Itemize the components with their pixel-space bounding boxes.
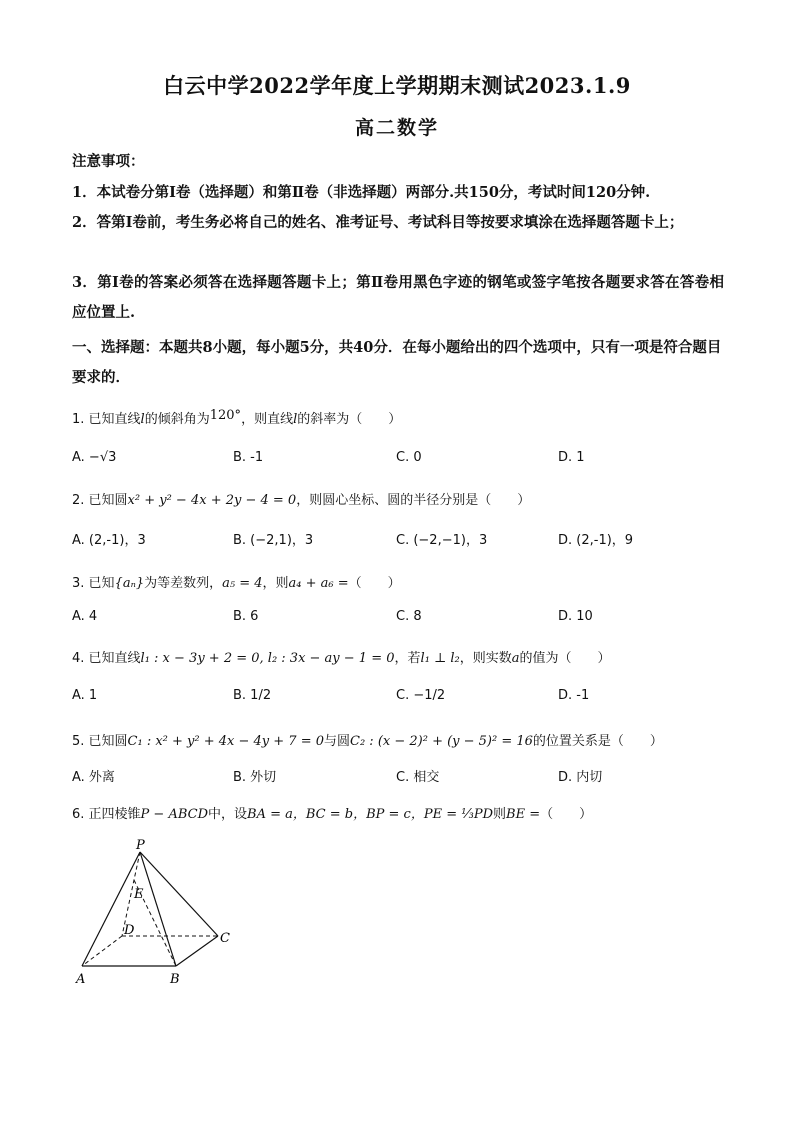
label-c: C — [220, 931, 230, 946]
q1-text-a: 1. 已知直线 — [72, 412, 141, 427]
question-2 — [72, 489, 530, 508]
q5-option-b: B. 外切 — [233, 770, 277, 785]
label-b: B — [170, 972, 180, 987]
q4-text-e: ，则实数 — [459, 651, 512, 666]
label-d: D — [124, 923, 135, 938]
q3-option-b: B. 6 — [233, 609, 259, 624]
q1-option-a: A. −√3 — [72, 450, 117, 465]
question-6 — [72, 803, 592, 822]
edge-pb — [140, 852, 176, 966]
q1-text-c: 的倾斜角为 — [144, 412, 210, 427]
q4-math-perp: l₁ ⊥ l₂ — [420, 651, 460, 666]
q6-text-a: 6. 正四棱锥 — [72, 807, 141, 822]
q6-text-g: （ ） — [540, 807, 593, 822]
section-heading: 一、选择题：本题共8小题，每小题5分，共40分．在每小题给出的四个选项中，只有一项是符合题目要求的． — [72, 339, 722, 386]
question-5 — [72, 730, 663, 749]
q5-option-d: D. 内切 — [558, 770, 603, 785]
q4-text-a: 4. 已知直线 — [72, 651, 141, 666]
label-a: A — [76, 972, 86, 987]
exam-title: 白云中学2022学年度上学期期末测试2023.1.9 — [163, 73, 631, 98]
question-1 — [72, 408, 401, 427]
note-item-3: 3．第Ⅰ卷的答案必须答在选择题答题卡上；第Ⅱ卷用黑色字迹的钢笔或签字笔按各题要求答在答卷相应位置上. — [72, 274, 724, 321]
q2-math-circle: x² + y² − 4x + 2y − 4 = 0 — [127, 493, 297, 508]
q5-text-a: 5. 已知圆 — [72, 734, 128, 749]
q1-math-angle: 120° — [209, 408, 242, 423]
notes-heading: 注意事项： — [72, 153, 145, 170]
q1-math-l: l — [140, 412, 145, 427]
pyramid-figure — [70, 838, 240, 988]
q5-math-c2: C₂ : (x − 2)² + (y − 5)² = 16 — [350, 734, 533, 749]
q1-option-d: D. 1 — [558, 450, 585, 465]
q2-option-c: C. (−2,−1)，3 — [396, 533, 488, 548]
q6-text-c: 中，设 — [208, 807, 248, 822]
q3-text-g: （ ） — [348, 576, 401, 591]
edge-pa — [82, 852, 140, 966]
q6-math-be: BE = — [506, 807, 541, 822]
label-p: P — [136, 838, 145, 853]
q2-text-c: ，则圆心坐标、圆的半径分别是（ ） — [296, 493, 531, 508]
q5-text-e: 的位置关系是（ ） — [532, 734, 663, 749]
q5-text-c: 与圆 — [324, 734, 351, 749]
q4-math-a: a — [511, 651, 520, 666]
q6-math-pyramid: P − ABCD — [140, 807, 209, 822]
q3-option-d: D. 10 — [558, 609, 593, 624]
q5-math-c1: C₁ : x² + y² + 4x − 4y + 7 = 0 — [127, 734, 324, 749]
q1-math-l2: l — [293, 412, 298, 427]
exam-subtitle: 高二数学 — [354, 117, 439, 139]
q4-option-c: C. −1/2 — [396, 688, 446, 703]
q1-option-c: C. 0 — [396, 450, 422, 465]
q4-option-d: D. -1 — [558, 688, 590, 703]
q2-option-b: B. (−2,1)，3 — [233, 533, 314, 548]
q2-option-d: D. (2,-1)，9 — [558, 533, 634, 548]
q5-option-c: C. 相交 — [396, 770, 440, 785]
q3-text-a: 3. 已知 — [72, 576, 115, 591]
question-4 — [72, 647, 611, 666]
q3-math-seq: {aₙ} — [114, 576, 145, 591]
q2-text-a: 2. 已知圆 — [72, 493, 128, 508]
q3-option-c: C. 8 — [396, 609, 422, 624]
q6-math-vectors: BA = a，BC = b，BP = c，PE = ⅓PD — [247, 807, 494, 822]
question-3 — [72, 572, 401, 591]
q3-option-a: A. 4 — [72, 609, 98, 624]
q4-text-g: 的值为（ ） — [519, 651, 611, 666]
q4-text-c: ，若 — [394, 651, 421, 666]
q6-text-e: 则 — [493, 807, 507, 822]
note-item-2: 2．答第Ⅰ卷前，考生务必将自己的姓名、准考证号、考试科目等按要求填涂在选择题答题卡上； — [72, 214, 684, 231]
q1-text-e: ，则直线 — [241, 412, 294, 427]
q5-option-a: A. 外离 — [72, 770, 115, 785]
q3-text-c: 为等差数列， — [144, 576, 223, 591]
q1-text-g: 的斜率为（ ） — [297, 412, 402, 427]
q3-math-sum: a₄ + a₆ = — [288, 576, 349, 591]
edge-da — [82, 936, 122, 966]
q1-option-b: B. -1 — [233, 450, 264, 465]
edge-pc — [140, 852, 218, 936]
q4-math-lines: l₁ : x − 3y + 2 = 0, l₂ : 3x − ay − 1 = 0 — [140, 651, 395, 666]
q2-option-a: A. (2,-1)，3 — [72, 533, 146, 548]
label-e: E — [134, 887, 144, 902]
q4-option-b: B. 1/2 — [233, 688, 272, 703]
q3-text-e: ，则 — [262, 576, 289, 591]
q4-option-a: A. 1 — [72, 688, 98, 703]
note-item-1: 1．本试卷分第Ⅰ卷（选择题）和第Ⅱ卷（非选择题）两部分.共150分，考试时间120分钟. — [72, 184, 651, 201]
q3-math-a5: a₅ = 4 — [222, 576, 263, 591]
edge-bc — [176, 936, 218, 966]
